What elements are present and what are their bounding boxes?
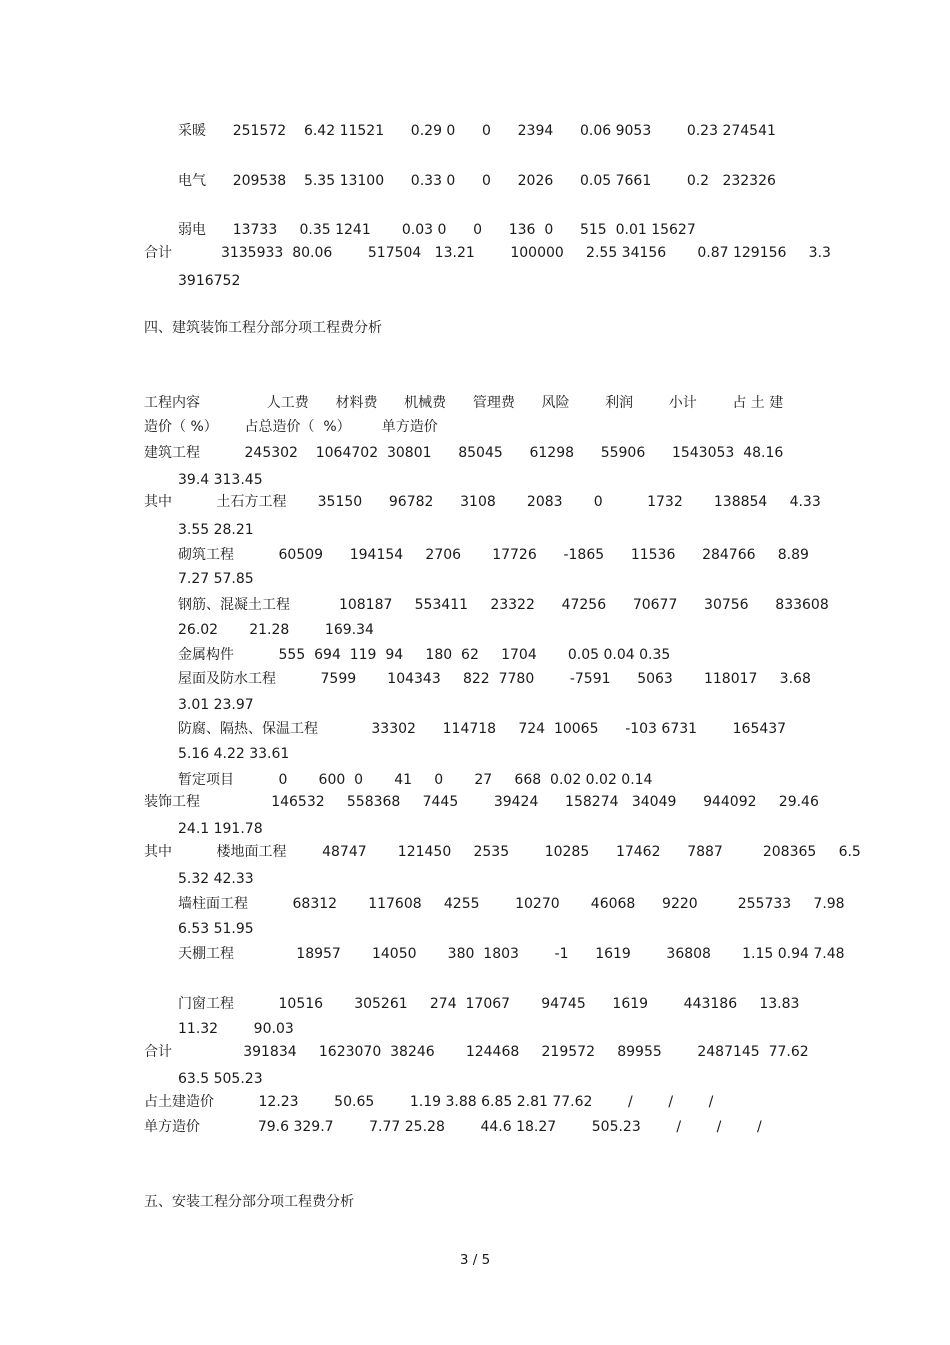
page-number: 3 / 5 <box>459 1252 491 1268</box>
row-ceiling: 天棚工程 18957 14050 380 1803 -1 1619 36808 1.15 0.94 7.48 <box>178 946 845 962</box>
row-provisional: 暂定项目 0 600 0 41 0 27 668 0.02 0.02 0.14 <box>178 772 653 788</box>
row-concrete: 钢筋、混凝土工程 108187 553411 23322 47256 70677 30756 833608 <box>178 597 829 613</box>
row-metal: 金属构件 555 694 119 94 180 62 1704 0.05 0.04 0.35 <box>178 647 671 663</box>
row-share-of-civil: 占土建造价 12.23 50.65 1.19 3.88 6.85 2.81 77.62 / / / <box>144 1094 714 1110</box>
row-building: 建筑工程 245302 1064702 30801 85045 61298 55906 1543053 48.16 <box>144 445 784 461</box>
row-decoration: 装饰工程 146532 558368 7445 39424 158274 34049 944092 29.46 <box>144 794 819 810</box>
row-concrete-cont: 26.02 21.28 169.34 <box>178 622 374 638</box>
row-doors-windows-cont: 11.32 90.03 <box>178 1021 294 1037</box>
row-earthwork-cont: 3.55 28.21 <box>178 522 254 538</box>
row-total-cont: 3916752 <box>178 273 241 289</box>
row-weak-current: 弱电 13733 0.35 1241 0.03 0 0 136 0 515 0.01 15627 <box>178 222 696 238</box>
row-total: 合计 3135933 80.06 517504 13.21 100000 2.55 34156 0.87 129156 3.3 <box>144 245 831 261</box>
row-masonry-cont: 7.27 57.85 <box>178 571 254 587</box>
row-insulation-cont: 5.16 4.22 33.61 <box>178 746 290 762</box>
row-masonry: 砌筑工程 60509 194154 2706 17726 -1865 11536 284766 8.89 <box>178 547 809 563</box>
table-header-cont: 造价（ %） 占总造价（ %） 单方造价 <box>144 419 438 435</box>
row-flooring: 其中 楼地面工程 48747 121450 2535 10285 17462 7887 208365 6.5 <box>144 844 861 860</box>
row-decoration-cont: 24.1 191.78 <box>178 821 263 837</box>
row-roofing-cont: 3.01 23.97 <box>178 697 254 713</box>
row-walls-cont: 6.53 51.95 <box>178 921 254 937</box>
row-flooring-cont: 5.32 42.33 <box>178 871 254 887</box>
row-building-cont: 39.4 313.45 <box>178 472 263 488</box>
row-earthwork: 其中 土石方工程 35150 96782 3108 2083 0 1732 138854 4.33 <box>144 494 821 510</box>
row-doors-windows: 门窗工程 10516 305261 274 17067 94745 1619 443186 13.83 <box>178 996 800 1012</box>
row-section-total: 合计 391834 1623070 38246 124468 219572 89955 2487145 77.62 <box>144 1044 809 1060</box>
section-heading-5: 五、安装工程分部分项工程费分析 <box>144 1194 354 1210</box>
section-heading-4: 四、建筑装饰工程分部分项工程费分析 <box>144 320 382 336</box>
row-roofing: 屋面及防水工程 7599 104343 822 7780 -7591 5063 118017 3.68 <box>178 671 811 687</box>
table-header: 工程内容 人工费 材料费 机械费 管理费 风险 利润 小计 占 土 建 <box>144 395 784 411</box>
row-unit-cost: 单方造价 79.6 329.7 7.77 25.28 44.6 18.27 505.23 / / / <box>144 1119 762 1135</box>
row-heating: 采暖 251572 6.42 11521 0.29 0 0 2394 0.06 9053 0.23 274541 <box>178 123 776 139</box>
row-section-total-cont: 63.5 505.23 <box>178 1071 263 1087</box>
row-walls: 墙柱面工程 68312 117608 4255 10270 46068 9220 255733 7.98 <box>178 896 845 912</box>
row-insulation: 防腐、隔热、保温工程 33302 114718 724 10065 -103 6731 165437 <box>178 721 787 737</box>
row-electrical: 电气 209538 5.35 13100 0.33 0 0 2026 0.05 7661 0.2 232326 <box>178 173 776 189</box>
